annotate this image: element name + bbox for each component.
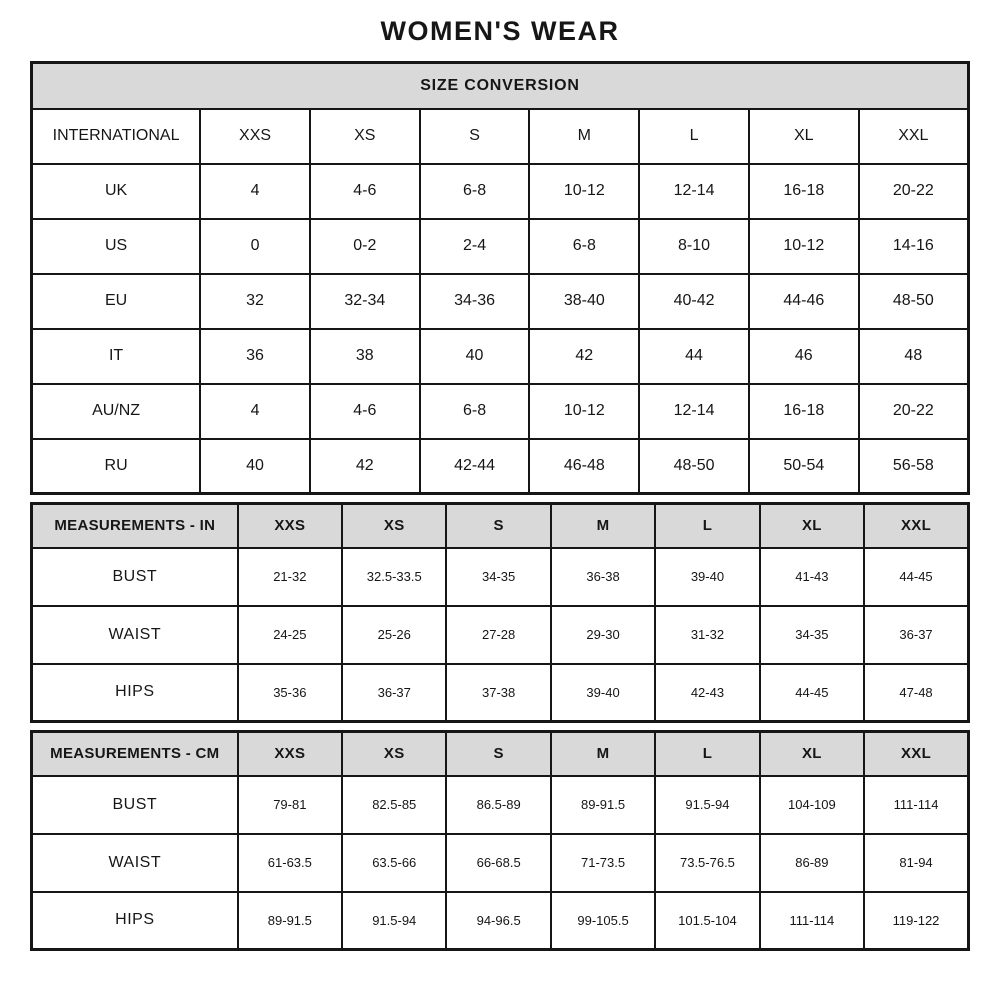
size-cell: 40 [420,329,530,384]
size-cell: 34-36 [420,274,530,329]
size-cell: 42-44 [420,439,530,494]
measurement-cell: 47-48 [864,664,968,722]
column-header: S [446,504,550,548]
size-conversion-table [30,61,970,495]
column-header: INTERNATIONAL [32,109,201,164]
column-header: L [655,504,759,548]
column-header: XL [760,504,864,548]
column-header: S [420,109,530,164]
measurement-cell: 73.5-76.5 [655,834,759,892]
measurement-cell: 42-43 [655,664,759,722]
measurement-cell: 36-38 [551,548,655,606]
column-header: XS [342,504,446,548]
measurement-cell: 44-45 [864,548,968,606]
row-label: WAIST [32,834,238,892]
row-label: BUST [32,776,238,834]
measurement-cell: 35-36 [238,664,342,722]
table-row-uk [32,164,969,219]
measurement-cell: 89-91.5 [551,776,655,834]
measurement-cell: 89-91.5 [238,892,342,950]
size-cell: 42 [310,439,420,494]
measurement-cell: 39-40 [551,664,655,722]
measurement-cell: 91.5-94 [342,892,446,950]
size-cell: 48-50 [859,274,969,329]
size-cell: 0 [200,219,310,274]
column-header: XS [310,109,420,164]
measurement-cell: 86-89 [760,834,864,892]
size-cell: 10-12 [529,164,639,219]
measurement-cell: 71-73.5 [551,834,655,892]
row-label: HIPS [32,664,238,722]
size-cell: 16-18 [749,384,859,439]
size-cell: 56-58 [859,439,969,494]
section-header: MEASUREMENTS - IN [32,504,238,548]
column-header: XXS [238,732,342,776]
table-row-hips-in [32,664,969,722]
measurement-cell: 94-96.5 [446,892,550,950]
row-label: WAIST [32,606,238,664]
size-cell: 20-22 [859,164,969,219]
size-cell: 12-14 [639,384,749,439]
size-cell: 42 [529,329,639,384]
row-label: RU [32,439,201,494]
size-cell: 10-12 [529,384,639,439]
row-label: UK [32,164,201,219]
size-cell: 8-10 [639,219,749,274]
size-cell: 38 [310,329,420,384]
column-header: XXL [864,504,968,548]
column-header: XXS [200,109,310,164]
size-cell: 46 [749,329,859,384]
column-header: XXL [859,109,969,164]
column-header: XL [749,109,859,164]
measurement-cell: 44-45 [760,664,864,722]
measurement-cell: 99-105.5 [551,892,655,950]
measurement-cell: 25-26 [342,606,446,664]
measurement-cell: 31-32 [655,606,759,664]
section-header-row [32,504,969,548]
size-cell: 14-16 [859,219,969,274]
size-cell: 40-42 [639,274,749,329]
section-header: SIZE CONVERSION [32,63,969,109]
size-cell: 4 [200,384,310,439]
row-label: AU/NZ [32,384,201,439]
size-cell: 2-4 [420,219,530,274]
measurement-cell: 79-81 [238,776,342,834]
measurement-cell: 111-114 [864,776,968,834]
measurements-in-table [30,502,970,723]
size-cell: 12-14 [639,164,749,219]
size-cell: 32 [200,274,310,329]
size-cell: 4-6 [310,384,420,439]
size-cell: 6-8 [420,164,530,219]
measurement-cell: 61-63.5 [238,834,342,892]
section-header-row [32,63,969,109]
column-header: XL [760,732,864,776]
column-header: M [529,109,639,164]
column-header-row [32,109,969,164]
table-row-it [32,329,969,384]
measurement-cell: 34-35 [760,606,864,664]
measurement-cell: 101.5-104 [655,892,759,950]
page-title: WOMEN'S WEAR [380,16,620,46]
size-cell: 48 [859,329,969,384]
column-header: L [655,732,759,776]
size-cell: 6-8 [529,219,639,274]
size-cell: 36 [200,329,310,384]
section-header: MEASUREMENTS - CM [32,732,238,776]
size-cell: 4-6 [310,164,420,219]
column-header: S [446,732,550,776]
section-header-row [32,732,969,776]
column-header: M [551,504,655,548]
measurement-cell: 119-122 [864,892,968,950]
size-cell: 38-40 [529,274,639,329]
size-cell: 6-8 [420,384,530,439]
table-row-bust-in [32,548,969,606]
table-row-us [32,219,969,274]
column-header: L [639,109,749,164]
size-cell: 32-34 [310,274,420,329]
table-row-aunz [32,384,969,439]
row-label: HIPS [32,892,238,950]
column-header: XXS [238,504,342,548]
table-row-bust-cm [32,776,969,834]
size-cell: 4 [200,164,310,219]
measurement-cell: 37-38 [446,664,550,722]
size-cell: 46-48 [529,439,639,494]
measurement-cell: 111-114 [760,892,864,950]
size-cell: 16-18 [749,164,859,219]
table-row-waist-cm [32,834,969,892]
measurement-cell: 32.5-33.5 [342,548,446,606]
measurements-cm-table [30,730,970,951]
measurement-cell: 81-94 [864,834,968,892]
table-row-ru [32,439,969,494]
measurement-cell: 91.5-94 [655,776,759,834]
size-cell: 20-22 [859,384,969,439]
measurement-cell: 34-35 [446,548,550,606]
measurement-cell: 36-37 [342,664,446,722]
measurement-cell: 36-37 [864,606,968,664]
column-header: XS [342,732,446,776]
measurement-cell: 29-30 [551,606,655,664]
measurement-cell: 41-43 [760,548,864,606]
column-header: XXL [864,732,968,776]
size-cell: 0-2 [310,219,420,274]
column-header: M [551,732,655,776]
table-row-waist-in [32,606,969,664]
row-label: IT [32,329,201,384]
measurement-cell: 63.5-66 [342,834,446,892]
measurement-cell: 82.5-85 [342,776,446,834]
size-cell: 44-46 [749,274,859,329]
measurement-cell: 27-28 [446,606,550,664]
measurement-cell: 21-32 [238,548,342,606]
row-label: EU [32,274,201,329]
measurement-cell: 86.5-89 [446,776,550,834]
table-row-eu [32,274,969,329]
size-cell: 44 [639,329,749,384]
size-cell: 48-50 [639,439,749,494]
size-cell: 40 [200,439,310,494]
measurement-cell: 39-40 [655,548,759,606]
size-cell: 10-12 [749,219,859,274]
row-label: US [32,219,201,274]
row-label: BUST [32,548,238,606]
measurement-cell: 24-25 [238,606,342,664]
table-row-hips-cm [32,892,969,950]
measurement-cell: 66-68.5 [446,834,550,892]
size-cell: 50-54 [749,439,859,494]
measurement-cell: 104-109 [760,776,864,834]
